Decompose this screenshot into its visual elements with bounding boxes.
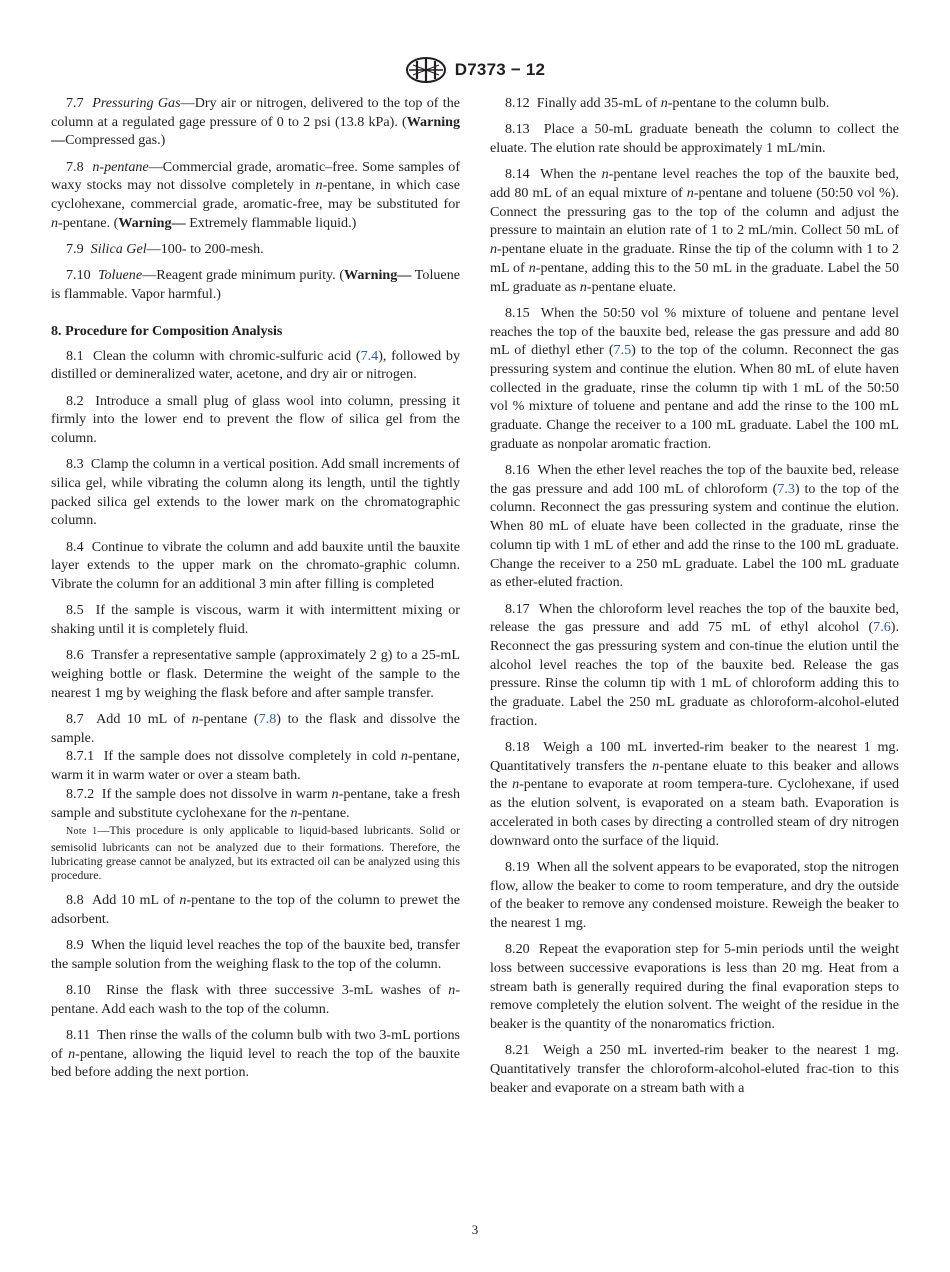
paragraph-8-4: 8.4 Continue to vibrate the column and add bauxite until the bauxite layer extends to the upper mark on the chromato-graphic column. Vibrate the column for an additional 3 min after filling is completed bbox=[51, 538, 461, 593]
paragraph-8-11: 8.11 Then rinse the walls of the column bulb with two 3-mL portions of n-pentane, allowing the liquid level to reach the top of the bauxite bed before adding the next portion. bbox=[51, 1026, 460, 1081]
paragraph-7-10: 7.10 Toluene—Reagent grade minimum purity. (Warning— Toluene is flammable. Vapor harmful.) bbox=[51, 267, 460, 303]
reference-link[interactable]: 7.4 bbox=[360, 347, 379, 364]
document-id: D7373 − 12 bbox=[454, 60, 546, 79]
paragraph-8-17: 8.17 When the chloroform level reaches the top of the bauxite bed, release the gas pressure and add 75 mL of ethyl alcohol (7.6). Reconnect the gas pressuring system and con-tinue the elution until the alcohol level reaches the top of the bauxite bed. Release the gas pressure. Rinse the column tip with 1 mL of chloroform adding this to the graduate. Label the 250 mL graduate as chloroform-alcohol-eluted fraction. bbox=[490, 600, 900, 729]
section-heading: 8. Procedure for Composition Analysis bbox=[51, 322, 283, 339]
paragraph-8-20: 8.20 Repeat the evaporation step for 5-min periods until the weight loss between successive evaporations is less than 20 mg. Heat from a stream bath is generally required during the final evaporation steps to remove completely the elution solvent. The weight of the residue in the beaker is the quantity of the nonaromatics friction. bbox=[490, 941, 900, 1033]
left-column bbox=[51, 94, 460, 1090]
reference-link[interactable]: 7.8 bbox=[258, 711, 277, 728]
paragraph-8-19: 8.19 When all the solvent appears to be evaporated, stop the nitrogen flow, allow the beaker to come to room temperature, and dry the outside of the beaker to remove any condensed moisture. Reweigh the beaker to the nearest 1 mg. bbox=[490, 858, 899, 931]
paragraph-8-3: 8.3 Clamp the column in a vertical position. Add small increments of silica gel, while vibrating the column along its length, until the tightly packed silica gel extends to the lower mark on the chromatographic column. bbox=[51, 456, 460, 529]
paragraph-8-13: 8.13 Place a 50-mL graduate beneath the column to collect the eluate. The elution rate should be approximately 1 mL/min. bbox=[490, 121, 899, 156]
paragraph-8-8: 8.8 Add 10 mL of n-pentane to the top of the column to prewet the adsorbent. bbox=[51, 891, 460, 927]
paragraph-8-15: 8.15 When the 50:50 vol % mixture of toluene and pentane level reaches the top of the bauxite bed, release the gas pressure and add 80 mL of diethyl ether (7.5) to the top of the column. Reconnect the gas pressuring system and continue the elution. When 80 mL of elute haven collected in the graduate, rinse the column tip with 1 mL of the 50:50 vol % mixture of toluene and pentane and add the rinse to the 100 mL graduate. Change the receiver to a 100 mL graduate. Label the 100 mL graduate as nonpolar aromatic fraction. bbox=[490, 304, 900, 452]
page-header bbox=[0, 56, 950, 84]
paragraph-8-21: 8.21 Weigh a 250 mL inverted-rim beaker to the nearest 1 mg. Quantitatively transfer the chloroform-alcohol-eluted frac-tion to this beaker and evaporate on a stream bath with a bbox=[490, 1042, 899, 1096]
paragraph-7-9: 7.9 Silica Gel—100- to 200-mesh. bbox=[66, 241, 264, 258]
reference-link[interactable]: 7.6 bbox=[873, 619, 891, 636]
astm-logo-icon bbox=[405, 57, 447, 83]
paragraph-8-7: 8.7 Add 10 mL of n-pentane (7.8) to the flask and dissolve the sample. bbox=[51, 711, 461, 746]
right-column bbox=[490, 94, 899, 1105]
reference-link[interactable]: 7.5 bbox=[613, 342, 632, 359]
paragraph-8-5: 8.5 If the sample is viscous, warm it with intermittent mixing or shaking until it is completely fluid. bbox=[51, 602, 461, 638]
paragraph-8-12: 8.12 Finally add 35-mL of n-pentane to the column bulb. bbox=[505, 95, 830, 111]
paragraph-8-2: 8.2 Introduce a small plug of glass wool into column, pressing it firmly into the lower end to prevent the flow of silica gel from the column. bbox=[51, 392, 461, 446]
reference-link[interactable]: 7.3 bbox=[777, 480, 795, 497]
paragraph-8-18: 8.18 Weigh a 100 mL inverted-rim beaker to the nearest 1 mg. Quantitatively transfers the n-pentane eluate to this beaker and allows the n-pentane to evaporate at room tempera-ture. Cyclohexane, if used as the elution solvent, is evaporated on a steam bath. Evaporation is accelerated in both cases by directing a controlled steam of dry nitrogen downward onto the surface of the liquid. bbox=[490, 739, 900, 849]
paragraph-8-6: 8.6 Transfer a representative sample (approximately 2 g) to a 25-mL weighing bottle or flask. Determine the weight of the sample to the nearest 1 mg by weighing the flask before and after sample transfer. bbox=[51, 647, 461, 701]
paragraph-7-8: 7.8 n-pentane—Commercial grade, aromatic–free. Some samples of waxy stocks may not dissolve completely in n-pentane, in which case cyclohexane, commercial grade, aromatic-free, may be substituted for n-pentane. (Warning— Extremely flammable liquid.) bbox=[51, 158, 461, 231]
paragraph-8-1: 8.1 Clean the column with chromic-sulfuric acid (7.4), followed by distilled or demineralized water, acetone, and dry air or nitrogen. bbox=[51, 347, 461, 383]
paragraph-8-14: 8.14 When the n-pentane level reaches the top of the bauxite bed, add 80 mL of an equal mixture of n-pentane and toluene (50:50 vol %). Connect the pressuring gas to the top of the column and adjust the pressure to maintain an elution rate of 1 to 2 mL/min. Collect 50 mL of n-pentane eluate in the graduate. Rinse the tip of the column with 1 to 2 mL of n-pentane, adding this to the 50 mL in the graduate. Label the 50 mL graduate as n-pentane eluate. bbox=[490, 166, 899, 295]
paragraph-8-10: 8.10 Rinse the flask with three successive 3-mL washes of n-pentane. Add each wash to the top of the column. bbox=[51, 981, 461, 1017]
paragraph-8-16: 8.16 When the ether level reaches the top of the bauxite bed, release the gas pressure and add 100 mL of chloroform (7.3) to the top of the column. Reconnect the gas pressuring system and continue the elution. When 80 mL of eluate have been collected in the graduate, rinse the column tip with 1 mL of ether and add the rinse to the 100 mL graduate. Change the receiver to a 250 mL graduate. Label the 100 mL graduate as ether-eluted fraction. bbox=[490, 462, 900, 591]
note-1: Note 1—This procedure is only applicable to liquid-based lubricants. Solid or semisolid lubricants can not be analyzed due to their formations. Therefore, the lubricating grease cannot be analyzed, but its extracted oil can be analyzed using this procedure. bbox=[51, 823, 460, 883]
paragraph-7-7: 7.7 Pressuring Gas—Dry air or nitrogen, delivered to the top of the column at a regulated gage pressure of 0 to 2 psi (13.8 kPa). (Warning—Compressed gas.) bbox=[51, 95, 461, 149]
page-number: 3 bbox=[471, 1222, 479, 1237]
paragraph-8-9: 8.9 When the liquid level reaches the top of the bauxite bed, transfer the sample solution from the weighing flask to the top of the column. bbox=[51, 936, 461, 972]
paragraph-8-7-1: 8.7.1 If the sample does not dissolve completely in cold n-pentane, warm it in warm water or over a steam bath. bbox=[51, 748, 461, 784]
paragraph-8-7-2: 8.7.2 If the sample does not dissolve in warm n-pentane, take a fresh sample and substitute cyclohexane for the n-pentane. bbox=[51, 785, 461, 821]
